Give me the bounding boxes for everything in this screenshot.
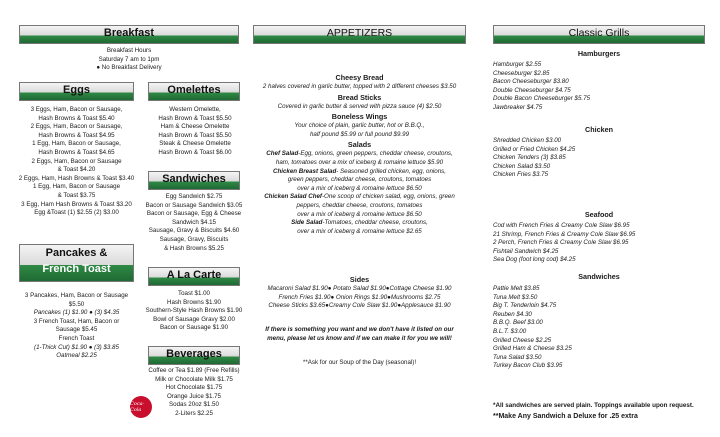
classic-grills-header: Classic Grills <box>493 25 705 44</box>
chicken-title: Chicken <box>585 125 613 134</box>
alacarte-list: Toast $1.00 Hash Browns $1.90 Southern-Style Hash Browns $1.90 Bowl of Sausage Gravy $2.00 Bacon or Sausage $1.90 <box>145 290 243 332</box>
sandwiches-title: Sandwiches <box>578 272 620 281</box>
appetizers-header: APPETIZERS <box>253 25 466 44</box>
beverages-header: Beverages <box>148 346 240 365</box>
coca-cola-logo-icon: Coca-Cola <box>130 396 152 418</box>
sandwiches-breakfast-header: Sandwiches <box>148 171 240 190</box>
beverages-list: Coffee or Tea $1.89 (Free Refills) Milk or Chocolate Milk $1.75 Hot Chocolate $1.75 Orange Juice $1.75 Sodas 20oz $1.50 2-Liters $2.25 <box>148 367 240 417</box>
eggs-header: Eggs <box>19 82 134 101</box>
seafood-list: Cod with French Fries & Creamy Cole Slaw $6.95 21 Shrimp, French Fries & Creamy Cole Slaw $6.95 2 Perch, French Fries & Creamy Cole Slaw $6.95 Fishtail Sandwich $4.25 Sea Dog (foot long cod) $4.25 <box>493 222 636 264</box>
appetizers-list: Cheesy Bread 2 halves covered in garlic butter, topped with 2 different cheeses $3.50 Bread Sticks Covered in garlic butter & served with pizza sauce (4) $2.50 Boneless Wings Your choice of plain, garlic butter, hot or B.B.Q., half pound $5.99 or full pound $9.99 Salads Chef Salad-Egg, onions, green peppers, cheddar cheese, croutons, ham, tomatoes over a mix of iceberg & romaine lettuce $5.90 Chicken Breast Salad- Seasoned grilled chicken, egg, onions, green peppers, cheddar cheese, croutons, tomatoes over a mix of iceberg & romaine lettuce $6.50 Chicken Salad Chef-One scoop of chicken salad, egg, onions, green peppers, cheddar cheese, croutons, tomatoes over a mix of iceberg & romaine lettuce $6.50 Side Salad-Tomatoes, cheddar cheese, croutons, over a mix of iceberg & romaine lettuce $2.65 <box>253 72 466 236</box>
omelettes-header: Omelettes <box>148 82 240 101</box>
seafood-title: Seafood <box>584 210 614 219</box>
soup-note: **Ask for our Soup of the Day (seasonal)! <box>302 359 417 366</box>
salad-chicken-breast: Chicken Breast Salad- Seasoned grilled chicken, egg, onions, <box>272 167 446 175</box>
pancakes-header: Pancakes & French Toast <box>19 244 134 282</box>
sides-list: Sides Macaroni Salad $1.90● Potato Salad $1.90●Cottage Cheese $1.90 French Fries $1.90● Onion Rings $1.90●Mushrooms $2.75 Cheese Sticks $3.65●Creamy Cole Slaw $1.90●Applesauce $1.90 <box>267 275 452 310</box>
alacarte-header: A La Carte <box>148 267 240 286</box>
salad-chef: Chef Salad-Egg, onions, green peppers, cheddar cheese, croutons, <box>266 150 453 158</box>
chicken-list: Shredded Chicken $3.00 Grilled or Fried Chicken $4.25 Chicken Tenders (3) $3.85 Chicken Salad $3.50 Chicken Fries $3.75 <box>493 137 576 179</box>
omelettes-list: Western Omelette, Hash Brown & Toast $5.50 Ham & Cheese Omelette Hash Brown & Toast $5.50 Steak & Cheese Omelette Hash Brown & Toast $6.00 <box>158 106 232 156</box>
breakfast-header: Breakfast <box>19 25 239 44</box>
salad-side: Side Salad-Tomatoes, cheddar cheese, croutons, <box>291 219 428 227</box>
special-request-notice: If there is something you want and we don't have it listed on our menu, please let us know and if we can make it for you we will! <box>265 326 454 342</box>
sandwiches-breakfast-list: Egg Sandwich $2.75 Bacon or Sausage Sandwich $3.05 Bacon or Sausage, Egg & Cheese Sandwich $4.15 Sausage, Gravy & Biscuits $4.60 Sausage, Gravy, Biscuits & Hash Browns $5.25 <box>145 193 243 252</box>
sandwich-notes: *All sandwiches are served plain. Toppings available upon request. **Make Any Sandwich a Deluxe for .25 extra <box>493 402 694 420</box>
hamburgers-title: Hamburgers <box>577 49 621 58</box>
eggs-list: 3 Eggs, Ham, Bacon or Sausage, Hash Browns & Toast $5.40 2 Eggs, Ham, Bacon or Sausage, Hash Browns & Toast $4.95 1 Egg, Ham, Bacon or Sausage, Hash Browns & Toast $4.65 2 Eggs, Ham, Bacon or Sausage & Toast $4.20 2 Eggs, Ham, Hash Browns & Toast $3.40 1 Egg, Ham, Bacon or Sausage & Toast $3.75 3 Egg, Ham Hash Browns & Toast $3.20 Egg &Toast (1) $2.55 (2) $3.00 <box>18 106 135 217</box>
hamburgers-list: Hamburger $2.55 Cheeseburger $2.85 Bacon Cheeseburger $3.80 Double Cheeseburger $4.75 Double Bacon Cheeseburger $5.75 Jawbreaker $4.75 <box>493 61 591 111</box>
breakfast-hours: Breakfast Hours Saturday 7 am to 1pm ● No Breakfast Delivery <box>96 47 162 72</box>
salad-chicken-salad-chef: Chicken Salad Chef-One scoop of chicken salad, egg, onions, green <box>264 193 455 201</box>
pancakes-list: 3 Pancakes, Ham, Bacon or Sausage $5.50 Pancakes (1) $1.90 ● (3) $4.35 3 French Toast, Ham, Bacon or Sausage $5.45 French Toast (1-Thick Cut) $1.90 ● (3) $3.85 Oatmeal $2.25 <box>24 292 129 360</box>
sandwiches-list: Pattie Melt $3.85 Tuna Melt $3.50 Big T. Tenderloin $4.75 Reuben $4.30 B.B.Q. Beef $3.00 B.L.T. $3.00 Grilled Cheese $2.25 Grilled Ham & Cheese $3.25 Tuna Salad $3.50 Turkey Bacon Club $3.95 <box>493 285 572 370</box>
